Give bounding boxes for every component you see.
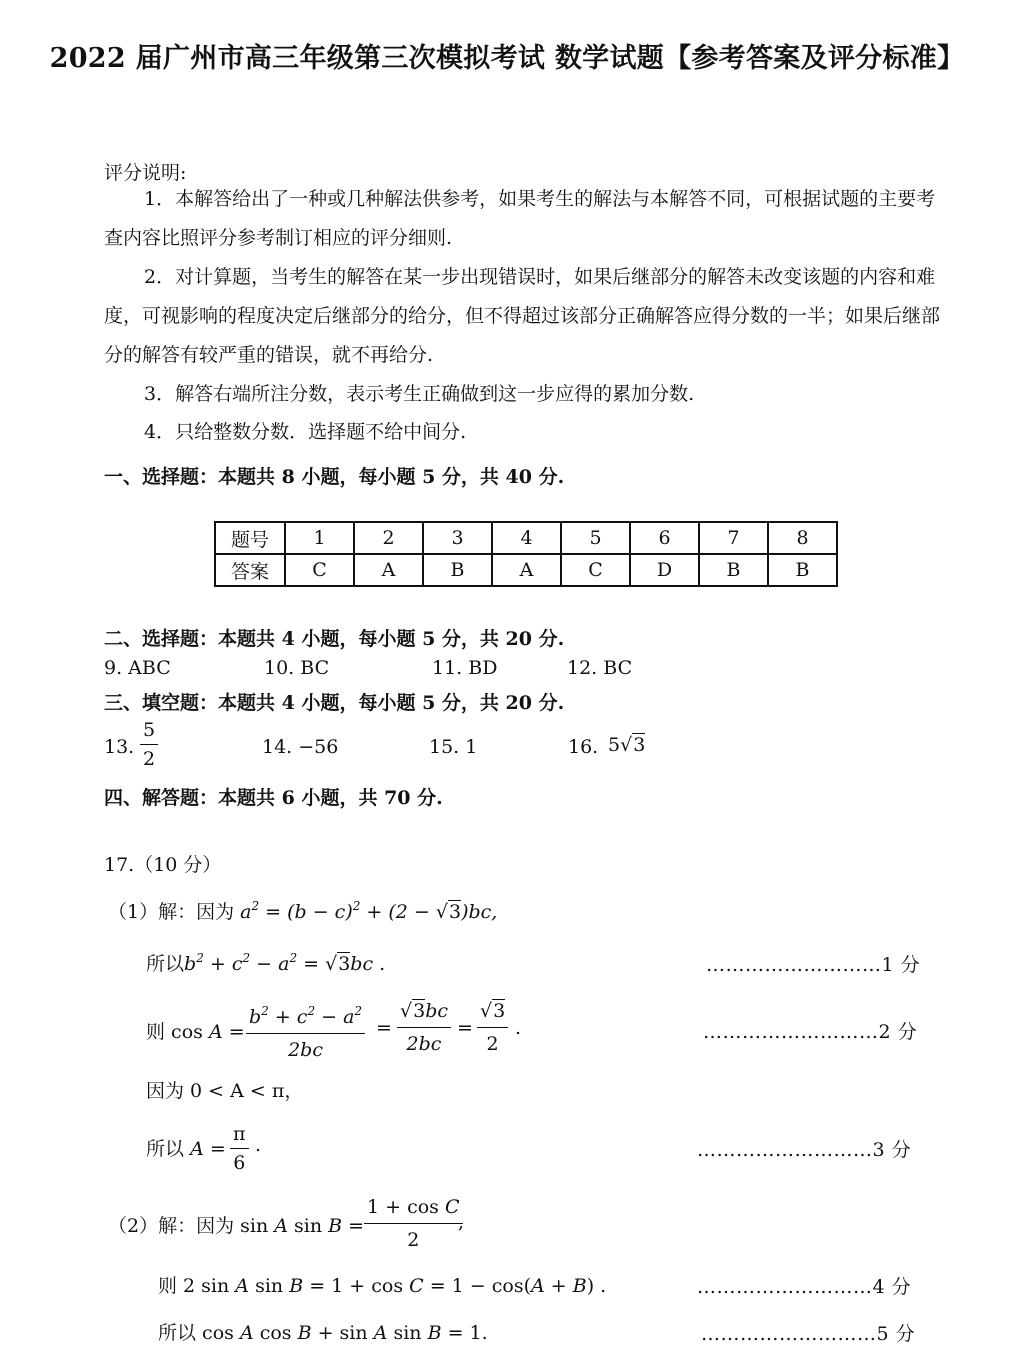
q17-line-b bbox=[146, 949, 385, 976]
numerator: √3bc bbox=[397, 995, 451, 1028]
note-item-1: 1．本解答给出了一种或几种解法供参考，如果考生的解法与本解答不同，可根据试题的主要考查内容比照评分参考制订相应的评分细则. bbox=[104, 188, 936, 249]
q13-label: 13. bbox=[104, 736, 135, 758]
denominator: 2 bbox=[486, 1033, 499, 1055]
denominator: 2bc bbox=[406, 1033, 442, 1055]
q17-part2-intro: （2）解：因为 bbox=[108, 1215, 235, 1237]
comma: , bbox=[458, 1211, 465, 1233]
table-cell-answer: B bbox=[768, 554, 837, 586]
q17-label: 17.（10 分） bbox=[104, 854, 222, 876]
note-item-4: 4．只给整数分数．选择题不给中间分. bbox=[144, 421, 467, 443]
table-cell-number: 8 bbox=[768, 522, 837, 554]
q17-part2-line: （2）解：因为 sin A sin B = bbox=[108, 1215, 365, 1237]
q17-line-e: 所以 A = bbox=[146, 1138, 226, 1160]
table-cell-number: 6 bbox=[630, 522, 699, 554]
table-cell-answer: A bbox=[492, 554, 561, 586]
row-label-answer: 答案 bbox=[215, 554, 285, 586]
fraction-cosA-1 bbox=[246, 995, 365, 1066]
fraction-pi-over-6 bbox=[230, 1120, 249, 1177]
table-cell-answer: B bbox=[699, 554, 768, 586]
score-5: ………………………5 分 bbox=[701, 1323, 916, 1345]
table-cell-number: 2 bbox=[354, 522, 423, 554]
q13-fraction bbox=[140, 716, 158, 773]
q16-label: 16. bbox=[568, 736, 599, 758]
note-item-3: 3．解答右端所注分数，表示考生正确做到这一步应得的累加分数. bbox=[144, 383, 695, 405]
answer-q14: 14. −56 bbox=[262, 736, 339, 758]
table-row-answers bbox=[215, 554, 837, 586]
table-cell-answer: A bbox=[354, 554, 423, 586]
q16-radicand: 3 bbox=[633, 734, 646, 756]
section1-heading: 一、选择题：本题共 8 小题，每小题 5 分，共 40 分. bbox=[104, 466, 565, 488]
table-cell-number: 4 bbox=[492, 522, 561, 554]
line-prefix: 则 bbox=[146, 1021, 166, 1043]
q17-line-d: 因为 0 < A < π， bbox=[146, 1080, 304, 1102]
fraction-part2 bbox=[364, 1191, 463, 1256]
q17-line-c-prefix: 则 cos A = bbox=[146, 1021, 245, 1043]
line-prefix: 所以 bbox=[146, 953, 185, 975]
q17-part1-intro: （1）解：因为 bbox=[108, 901, 235, 923]
row-label-number: 题号 bbox=[215, 522, 285, 554]
table-cell-answer: B bbox=[423, 554, 492, 586]
fraction-cosA-3 bbox=[477, 995, 508, 1060]
section4-heading: 四、解答题：本题共 6 小题，共 70 分. bbox=[104, 787, 443, 809]
equals-sign: = bbox=[457, 1017, 473, 1039]
numerator: π bbox=[230, 1120, 249, 1149]
q16-answer bbox=[608, 734, 645, 756]
table-cell-number: 1 bbox=[285, 522, 354, 554]
denominator: 2bc bbox=[288, 1039, 323, 1061]
numerator: $b^2 + c^2 - a^2$ bbox=[246, 995, 365, 1034]
table-cell-answer: D bbox=[630, 554, 699, 586]
q13-denominator: 2 bbox=[143, 748, 156, 770]
page-title: 2022 届广州市高三年级第三次模拟考试 数学试题【参考答案及评分标准】 bbox=[49, 43, 965, 74]
table-row-numbers bbox=[215, 522, 837, 554]
q17-line-h: 所以 cos A cos B + sin A sin B = 1. bbox=[158, 1322, 488, 1344]
notes-heading: 评分说明: bbox=[104, 162, 187, 184]
table-cell-answer: C bbox=[561, 554, 630, 586]
q17-part1-line bbox=[108, 897, 497, 924]
q13-numerator: 5 bbox=[140, 716, 158, 745]
line-prefix: 所以 bbox=[146, 1138, 185, 1160]
q16-coefficient: 5 bbox=[608, 734, 621, 756]
equation: $b^2 + c^2 - a^2 = √3bc$ . bbox=[184, 951, 386, 975]
answer-table bbox=[214, 521, 838, 587]
denominator: 2 bbox=[407, 1229, 420, 1251]
period: . bbox=[515, 1017, 522, 1039]
line-prefix: 则 bbox=[158, 1275, 178, 1297]
score-2: ………………………2 分 bbox=[703, 1021, 918, 1043]
table-cell-number: 7 bbox=[699, 522, 768, 554]
answer-q12: 12. BC bbox=[567, 657, 633, 679]
table-cell-number: 5 bbox=[561, 522, 630, 554]
answer-q11: 11. BD bbox=[432, 657, 498, 679]
score-3: ………………………3 分 bbox=[697, 1139, 912, 1161]
numerator: √3 bbox=[477, 995, 508, 1028]
table-cell-answer: C bbox=[285, 554, 354, 586]
section3-heading: 三、填空题：本题共 4 小题，每小题 5 分，共 20 分. bbox=[104, 692, 565, 714]
numerator: 1 + cos C bbox=[364, 1191, 463, 1224]
fraction-cosA-2 bbox=[397, 995, 451, 1060]
table-cell-number: 3 bbox=[423, 522, 492, 554]
answer-q15: 15. 1 bbox=[429, 736, 478, 758]
equals-sign: = bbox=[376, 1017, 392, 1039]
note-item-2: 2．对计算题，当考生的解答在某一步出现错误时，如果后继部分的解答未改变该题的内容和难度，可视影响的程度决定后继部分的给分，但不得超过该部分正确解答应得分数的一半；如果后继部分的解答有较严重的错误，就不再给分. bbox=[104, 266, 941, 366]
period: . bbox=[255, 1134, 262, 1156]
denominator: 6 bbox=[233, 1152, 246, 1174]
equation: $a^2 = (b - c)^2 + (2 - √3)bc$, bbox=[240, 899, 498, 923]
line-prefix: 所以 bbox=[158, 1322, 197, 1344]
section2-heading: 二、选择题：本题共 4 小题，每小题 5 分，共 20 分. bbox=[104, 628, 565, 650]
answer-q9: 9. ABC bbox=[104, 657, 171, 679]
score-1: ………………………1 分 bbox=[706, 954, 921, 976]
q17-line-g: 则 2 sin A sin B = 1 + cos C = 1 − cos(A + B) . bbox=[158, 1275, 607, 1297]
sqrt-sign: √ bbox=[620, 734, 633, 756]
score-4: ………………………4 分 bbox=[697, 1276, 912, 1298]
answer-q10: 10. BC bbox=[264, 657, 330, 679]
